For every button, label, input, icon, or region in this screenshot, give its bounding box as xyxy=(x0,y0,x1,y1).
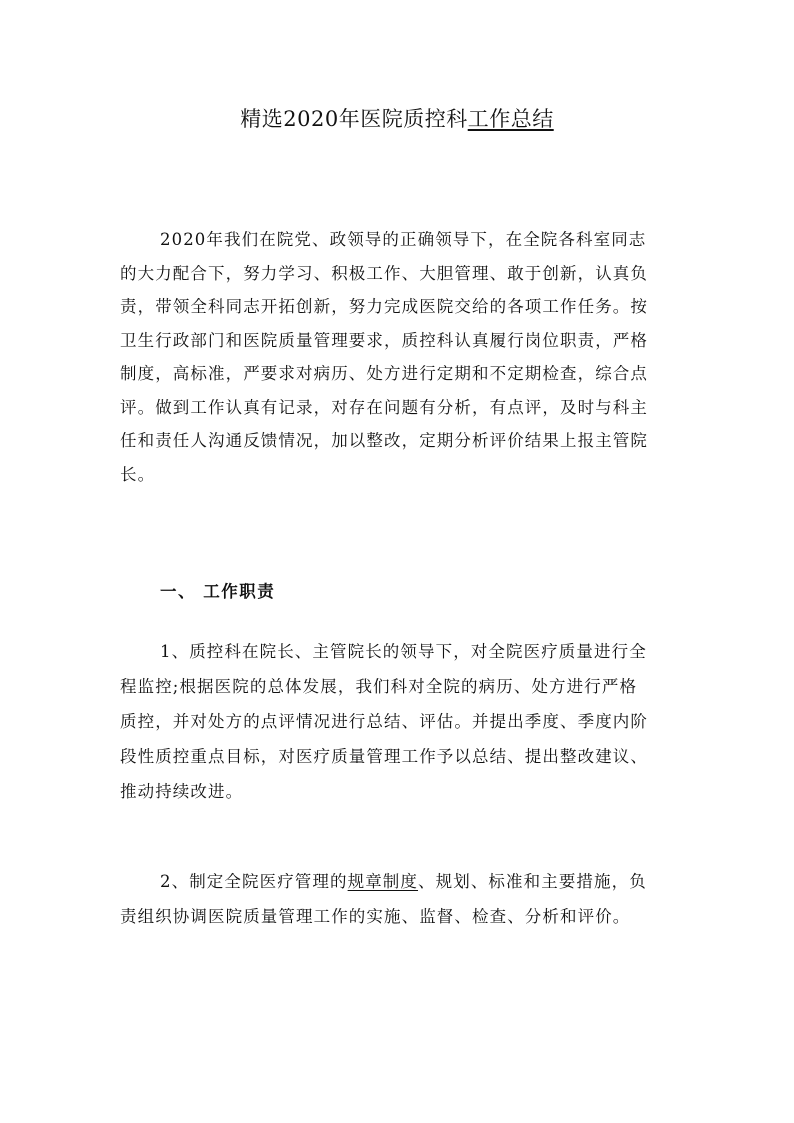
paragraph-line: 长。 xyxy=(120,465,156,484)
title-underlined: 工作总结 xyxy=(467,107,554,131)
paragraph-line: 责，带领全科同志开拓创新，努力完成医院交给的各项工作任务。按 xyxy=(120,297,648,316)
paragraph-line: 段性质控重点目标，对医疗质量管理工作予以总结、提出整改建议、 xyxy=(120,747,648,766)
paragraph-line: 评。做到工作认真有记录，对存在问题有分析，有点评，及时与科主 xyxy=(120,398,648,417)
line-text: 2、制定全院医疗管理的 xyxy=(160,872,348,891)
paragraph-line: 1、质控科在院长、主管院长的领导下，对全院医疗质量进行全 xyxy=(160,642,647,661)
title-prefix: 精选2020年医院质控科 xyxy=(240,107,468,131)
underlined-term: 规章制度 xyxy=(347,872,419,891)
section-heading: 一、 工作职责 xyxy=(160,582,276,601)
paragraph-line: 责组织协调医院质量管理工作的实施、监督、检查、分析和评价。 xyxy=(120,907,631,926)
paragraph-line: 制度，高标准，严要求对病历、处方进行定期和不定期检查，综合点 xyxy=(120,364,648,383)
paragraph-line: 任和责任人沟通反馈情况，加以整改，定期分析评价结果上报主管院 xyxy=(120,431,648,450)
document-title xyxy=(0,104,794,134)
paragraph-line: 质控，并对处方的点评情况进行总结、评估。并提出季度、季度内阶 xyxy=(120,712,648,731)
paragraph-line xyxy=(160,870,647,894)
paragraph-line: 卫生行政部门和医院质量管理要求，质控科认真履行岗位职责，严格 xyxy=(120,331,648,350)
line-text: 、规划、标准和主要措施，负 xyxy=(418,872,647,891)
paragraph-line: 2020年我们在院党、政领导的正确领导下，在全院各科室同志 xyxy=(160,230,647,249)
paragraph-line: 程监控;根据医院的总体发展，我们科对全院的病历、处方进行严格 xyxy=(120,677,638,696)
paragraph-line: 的大力配合下，努力学习、积极工作、大胆管理、敢于创新，认真负 xyxy=(120,264,648,283)
paragraph-line: 推动持续改进。 xyxy=(120,782,244,801)
